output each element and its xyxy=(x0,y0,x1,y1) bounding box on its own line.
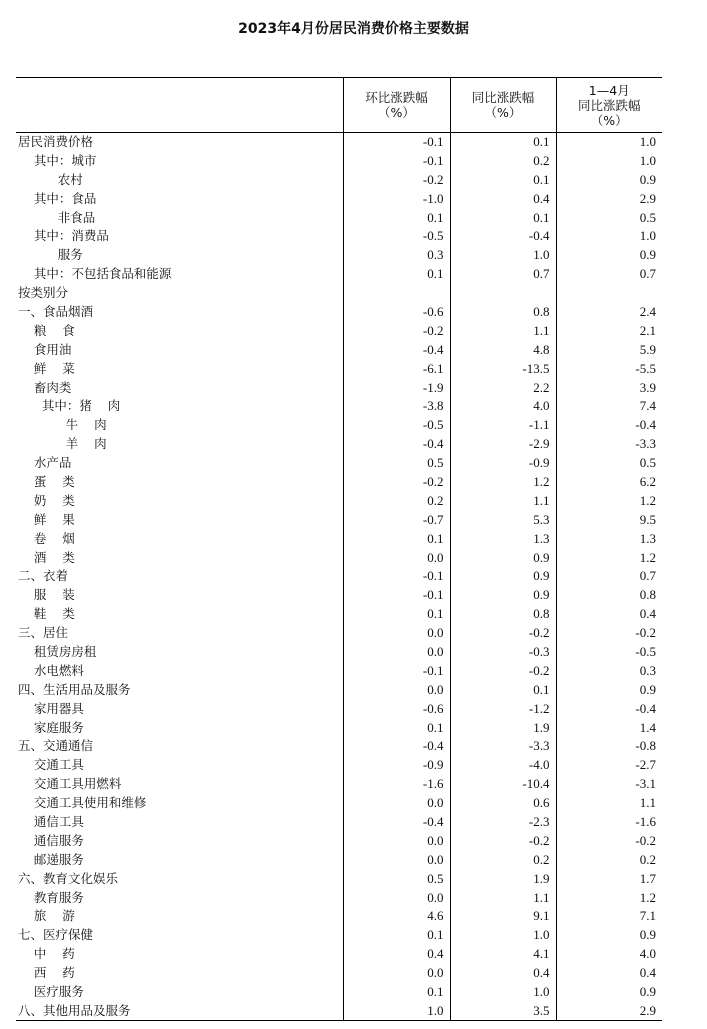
row-label: 水产品 xyxy=(18,455,72,471)
table-header xyxy=(16,78,662,133)
yoy-value: 1.0 xyxy=(450,246,556,265)
table-row xyxy=(16,510,662,529)
mom-value: 0.1 xyxy=(343,208,450,227)
yoy-value: 9.1 xyxy=(450,907,556,926)
table-row xyxy=(16,321,662,340)
mom-value: -1.6 xyxy=(343,775,450,794)
header-yoy xyxy=(450,78,556,133)
mom-value: 0.0 xyxy=(343,850,450,869)
mom-value: 4.6 xyxy=(343,907,450,926)
row-label: 蛋 类 xyxy=(18,473,75,489)
yoy-value: -0.4 xyxy=(450,227,556,246)
header-ytd-label: 同比涨跌幅 xyxy=(577,97,641,113)
yoy-value: -10.4 xyxy=(450,775,556,794)
ytd-value: 3.9 xyxy=(556,378,662,397)
row-label: 服 装 xyxy=(18,587,75,603)
mom-value: 1.0 xyxy=(343,1001,450,1020)
mom-value: 0.1 xyxy=(343,926,450,945)
row-label: 租赁房房租 xyxy=(18,643,97,659)
table-row xyxy=(16,718,662,737)
row-label: 其中：消费品 xyxy=(18,228,109,244)
yoy-value: 0.8 xyxy=(450,605,556,624)
ytd-value: 0.5 xyxy=(556,208,662,227)
yoy-value: -13.5 xyxy=(450,359,556,378)
yoy-value: 1.1 xyxy=(450,491,556,510)
table-row xyxy=(16,945,662,964)
mom-value: 0.5 xyxy=(343,454,450,473)
table-row xyxy=(16,416,662,435)
table-row xyxy=(16,907,662,926)
row-label: 卷 烟 xyxy=(18,530,75,546)
yoy-value: -2.3 xyxy=(450,813,556,832)
table-row xyxy=(16,850,662,869)
row-label: 食用油 xyxy=(18,341,72,357)
row-label: 其中：城市 xyxy=(18,152,97,168)
ytd-value: -5.5 xyxy=(556,359,662,378)
table-row xyxy=(16,605,662,624)
yoy-value: 3.5 xyxy=(450,1001,556,1020)
yoy-value: 0.8 xyxy=(450,303,556,322)
table-row xyxy=(16,964,662,983)
row-label: 旅 游 xyxy=(18,908,75,924)
row-label: 教育服务 xyxy=(18,889,84,905)
mom-value xyxy=(343,284,450,303)
table-row xyxy=(16,246,662,265)
yoy-value: 0.9 xyxy=(450,586,556,605)
row-label: 其中：食品 xyxy=(18,190,97,206)
mom-value: -0.1 xyxy=(343,151,450,170)
row-label: 非食品 xyxy=(18,209,96,225)
table-row xyxy=(16,548,662,567)
row-label: 交通工具使用和维修 xyxy=(18,795,147,811)
ytd-value: 1.2 xyxy=(556,888,662,907)
ytd-value: 0.8 xyxy=(556,586,662,605)
ytd-value: 7.1 xyxy=(556,907,662,926)
yoy-value: 2.2 xyxy=(450,378,556,397)
table-row xyxy=(16,189,662,208)
mom-value: -0.4 xyxy=(343,813,450,832)
table-row xyxy=(16,888,662,907)
table-row xyxy=(16,775,662,794)
ytd-value: -0.2 xyxy=(556,624,662,643)
table-row xyxy=(16,661,662,680)
row-label: 水电燃料 xyxy=(18,662,84,678)
mom-value: 0.0 xyxy=(343,888,450,907)
ytd-value: 0.5 xyxy=(556,454,662,473)
mom-value: -6.1 xyxy=(343,359,450,378)
yoy-value: 5.3 xyxy=(450,510,556,529)
ytd-value: 1.3 xyxy=(556,529,662,548)
mom-value: -0.1 xyxy=(343,133,450,152)
yoy-value: 1.2 xyxy=(450,473,556,492)
ytd-value: -3.1 xyxy=(556,775,662,794)
yoy-value: 1.0 xyxy=(450,926,556,945)
table-row xyxy=(16,151,662,170)
ytd-value: -0.4 xyxy=(556,416,662,435)
table-row xyxy=(16,794,662,813)
table-row xyxy=(16,737,662,756)
ytd-value: 1.2 xyxy=(556,491,662,510)
table-row xyxy=(16,227,662,246)
header-ytd-unit: （%） xyxy=(590,112,628,128)
ytd-value: 6.2 xyxy=(556,473,662,492)
table-row xyxy=(16,624,662,643)
table-row xyxy=(16,983,662,1002)
ytd-value: 2.1 xyxy=(556,321,662,340)
mom-value: 0.3 xyxy=(343,246,450,265)
yoy-value: 0.2 xyxy=(450,850,556,869)
row-label: 八、其他用品及服务 xyxy=(16,1001,343,1020)
table-body xyxy=(16,133,662,1021)
mom-value: 0.1 xyxy=(343,265,450,284)
yoy-value: 4.8 xyxy=(450,340,556,359)
ytd-value: 0.9 xyxy=(556,246,662,265)
row-label: 按类别分 xyxy=(18,285,69,301)
row-label: 七、医疗保健 xyxy=(18,927,94,943)
row-label: 六、教育文化娱乐 xyxy=(18,870,119,886)
row-label: 二、衣着 xyxy=(18,568,69,584)
ytd-value: -1.6 xyxy=(556,813,662,832)
table-row xyxy=(16,284,662,303)
mom-value: 0.0 xyxy=(343,643,450,662)
yoy-value: 0.4 xyxy=(450,964,556,983)
table-row xyxy=(16,643,662,662)
table-row xyxy=(16,680,662,699)
yoy-value: 4.0 xyxy=(450,397,556,416)
table-row xyxy=(16,208,662,227)
yoy-value: 0.1 xyxy=(450,680,556,699)
yoy-value: 0.4 xyxy=(450,189,556,208)
mom-value: 0.1 xyxy=(343,529,450,548)
yoy-value: 1.1 xyxy=(450,888,556,907)
table-row xyxy=(16,869,662,888)
table-row xyxy=(16,926,662,945)
yoy-value: -0.2 xyxy=(450,624,556,643)
row-label: 四、生活用品及服务 xyxy=(18,681,131,697)
row-label: 通信工具 xyxy=(18,814,84,829)
mom-value: -0.2 xyxy=(343,473,450,492)
page-title: 2023年4月份居民消费价格主要数据 xyxy=(238,21,469,37)
table-row xyxy=(16,265,662,284)
mom-value: -0.4 xyxy=(343,435,450,454)
mom-value: -0.6 xyxy=(343,303,450,322)
yoy-value: -0.2 xyxy=(450,661,556,680)
table-row xyxy=(16,473,662,492)
yoy-value: 4.1 xyxy=(450,945,556,964)
mom-value: -0.1 xyxy=(343,586,450,605)
table-row xyxy=(16,567,662,586)
ytd-value: -0.8 xyxy=(556,737,662,756)
table-row xyxy=(16,133,662,152)
yoy-value xyxy=(450,284,556,303)
ytd-value: 0.9 xyxy=(556,983,662,1002)
yoy-value: 1.9 xyxy=(450,718,556,737)
row-label: 其中：猪 肉 xyxy=(18,398,121,414)
table-row xyxy=(16,756,662,775)
row-label: 交通工具用燃料 xyxy=(18,776,122,792)
row-label: 五、交通通信 xyxy=(18,738,94,754)
mom-value: 0.0 xyxy=(343,548,450,567)
yoy-value: 1.3 xyxy=(450,529,556,548)
mom-value: -0.2 xyxy=(343,170,450,189)
header-ytd-period: 1—4月 xyxy=(588,82,630,98)
row-label: 家用器具 xyxy=(18,700,84,716)
ytd-value: 1.0 xyxy=(556,151,662,170)
table-row xyxy=(16,813,662,832)
table-row xyxy=(16,397,662,416)
header-mom-label: 环比涨跌幅 xyxy=(365,90,428,105)
header-blank xyxy=(16,78,343,133)
mom-value: -0.5 xyxy=(343,227,450,246)
table-row xyxy=(16,303,662,322)
ytd-value: -2.7 xyxy=(556,756,662,775)
ytd-value: 1.0 xyxy=(556,133,662,152)
ytd-value: 0.9 xyxy=(556,926,662,945)
row-label: 三、居住 xyxy=(18,625,69,641)
cpi-table xyxy=(16,77,662,1021)
ytd-value: 9.5 xyxy=(556,510,662,529)
yoy-value: 0.9 xyxy=(450,548,556,567)
row-label: 牛 肉 xyxy=(18,417,107,433)
mom-value: 0.1 xyxy=(343,983,450,1002)
yoy-value: 0.1 xyxy=(450,133,556,152)
yoy-value: -3.3 xyxy=(450,737,556,756)
yoy-value: -1.1 xyxy=(450,416,556,435)
row-label: 鞋 类 xyxy=(18,606,75,622)
yoy-value: 1.1 xyxy=(450,321,556,340)
table-row xyxy=(16,359,662,378)
yoy-value: 0.1 xyxy=(450,170,556,189)
mom-value: 0.1 xyxy=(343,605,450,624)
header-mom-unit: （%） xyxy=(378,105,415,120)
table-row xyxy=(16,454,662,473)
row-label: 酒 类 xyxy=(18,549,75,565)
mom-value: -0.7 xyxy=(343,510,450,529)
row-label: 交通工具 xyxy=(18,757,84,773)
header-mom xyxy=(343,78,450,133)
mom-value: -1.0 xyxy=(343,189,450,208)
mom-value: -0.1 xyxy=(343,661,450,680)
mom-value: 0.0 xyxy=(343,831,450,850)
mom-value: 0.5 xyxy=(343,869,450,888)
ytd-value: -0.4 xyxy=(556,699,662,718)
table-row xyxy=(16,435,662,454)
row-label: 其中：不包括食品和能源 xyxy=(18,266,172,282)
header-yoy-unit: （%） xyxy=(484,105,522,120)
ytd-value: 2.9 xyxy=(556,189,662,208)
mom-value: -0.4 xyxy=(343,340,450,359)
ytd-value: 0.2 xyxy=(556,850,662,869)
mom-value: -0.1 xyxy=(343,567,450,586)
mom-value: 0.2 xyxy=(343,491,450,510)
row-label: 服务 xyxy=(18,247,83,263)
ytd-value: 0.9 xyxy=(556,170,662,189)
row-label: 邮递服务 xyxy=(18,851,84,867)
row-label: 鲜 果 xyxy=(18,511,75,527)
ytd-value: 1.1 xyxy=(556,794,662,813)
mom-value: -0.9 xyxy=(343,756,450,775)
row-label: 畜肉类 xyxy=(18,379,72,395)
ytd-value: 1.7 xyxy=(556,869,662,888)
yoy-value: 0.1 xyxy=(450,208,556,227)
row-label: 家庭服务 xyxy=(18,719,84,735)
mom-value: -0.4 xyxy=(343,737,450,756)
table-row xyxy=(16,1001,662,1020)
table-row xyxy=(16,378,662,397)
mom-value: -3.8 xyxy=(343,397,450,416)
mom-value: 0.0 xyxy=(343,680,450,699)
header-ytd xyxy=(556,78,662,133)
ytd-value: 4.0 xyxy=(556,945,662,964)
yoy-value: -0.9 xyxy=(450,454,556,473)
mom-value: -0.2 xyxy=(343,321,450,340)
mom-value: 0.0 xyxy=(343,794,450,813)
row-label: 农村 xyxy=(18,171,83,187)
ytd-value xyxy=(556,284,662,303)
row-label: 居民消费价格 xyxy=(18,134,94,150)
ytd-value: 1.2 xyxy=(556,548,662,567)
yoy-value: 0.7 xyxy=(450,265,556,284)
ytd-value: 2.4 xyxy=(556,303,662,322)
ytd-value: 1.0 xyxy=(556,227,662,246)
row-label: 粮 食 xyxy=(18,322,75,338)
table-row xyxy=(16,170,662,189)
mom-value: 0.0 xyxy=(343,964,450,983)
yoy-value: 0.9 xyxy=(450,567,556,586)
row-label: 一、食品烟酒 xyxy=(18,303,94,319)
mom-value: 0.1 xyxy=(343,718,450,737)
row-label: 鲜 菜 xyxy=(18,360,75,376)
row-label: 奶 类 xyxy=(18,492,75,508)
yoy-value: -0.2 xyxy=(450,831,556,850)
ytd-value: 0.4 xyxy=(556,605,662,624)
header-yoy-label: 同比涨跌幅 xyxy=(471,90,535,105)
ytd-value: -0.2 xyxy=(556,831,662,850)
ytd-value: 0.3 xyxy=(556,661,662,680)
table-row xyxy=(16,529,662,548)
ytd-value: 1.4 xyxy=(556,718,662,737)
yoy-value: -2.9 xyxy=(450,435,556,454)
ytd-value: 5.9 xyxy=(556,340,662,359)
yoy-value: 1.9 xyxy=(450,869,556,888)
table-row xyxy=(16,491,662,510)
table-row xyxy=(16,831,662,850)
mom-value: -0.5 xyxy=(343,416,450,435)
ytd-value: -0.5 xyxy=(556,643,662,662)
ytd-value: 7.4 xyxy=(556,397,662,416)
yoy-value: -4.0 xyxy=(450,756,556,775)
yoy-value: 1.0 xyxy=(450,983,556,1002)
row-label: 医疗服务 xyxy=(18,984,84,1000)
table-row xyxy=(16,340,662,359)
yoy-value: -0.3 xyxy=(450,643,556,662)
ytd-value: -3.3 xyxy=(556,435,662,454)
mom-value: 0.4 xyxy=(343,945,450,964)
ytd-value: 0.7 xyxy=(556,265,662,284)
yoy-value: 0.6 xyxy=(450,794,556,813)
row-label: 羊 肉 xyxy=(18,436,107,452)
table-row xyxy=(16,699,662,718)
yoy-value: -1.2 xyxy=(450,699,556,718)
table-row xyxy=(16,586,662,605)
row-label: 中 药 xyxy=(18,946,75,962)
mom-value: -1.9 xyxy=(343,378,450,397)
mom-value: -0.6 xyxy=(343,699,450,718)
ytd-value: 0.9 xyxy=(556,680,662,699)
ytd-value: 0.4 xyxy=(556,964,662,983)
ytd-value: 0.7 xyxy=(556,567,662,586)
yoy-value: 0.2 xyxy=(450,151,556,170)
ytd-value: 2.9 xyxy=(556,1001,662,1020)
row-label: 通信服务 xyxy=(18,832,84,848)
row-label: 西 药 xyxy=(18,965,75,981)
mom-value: 0.0 xyxy=(343,624,450,643)
